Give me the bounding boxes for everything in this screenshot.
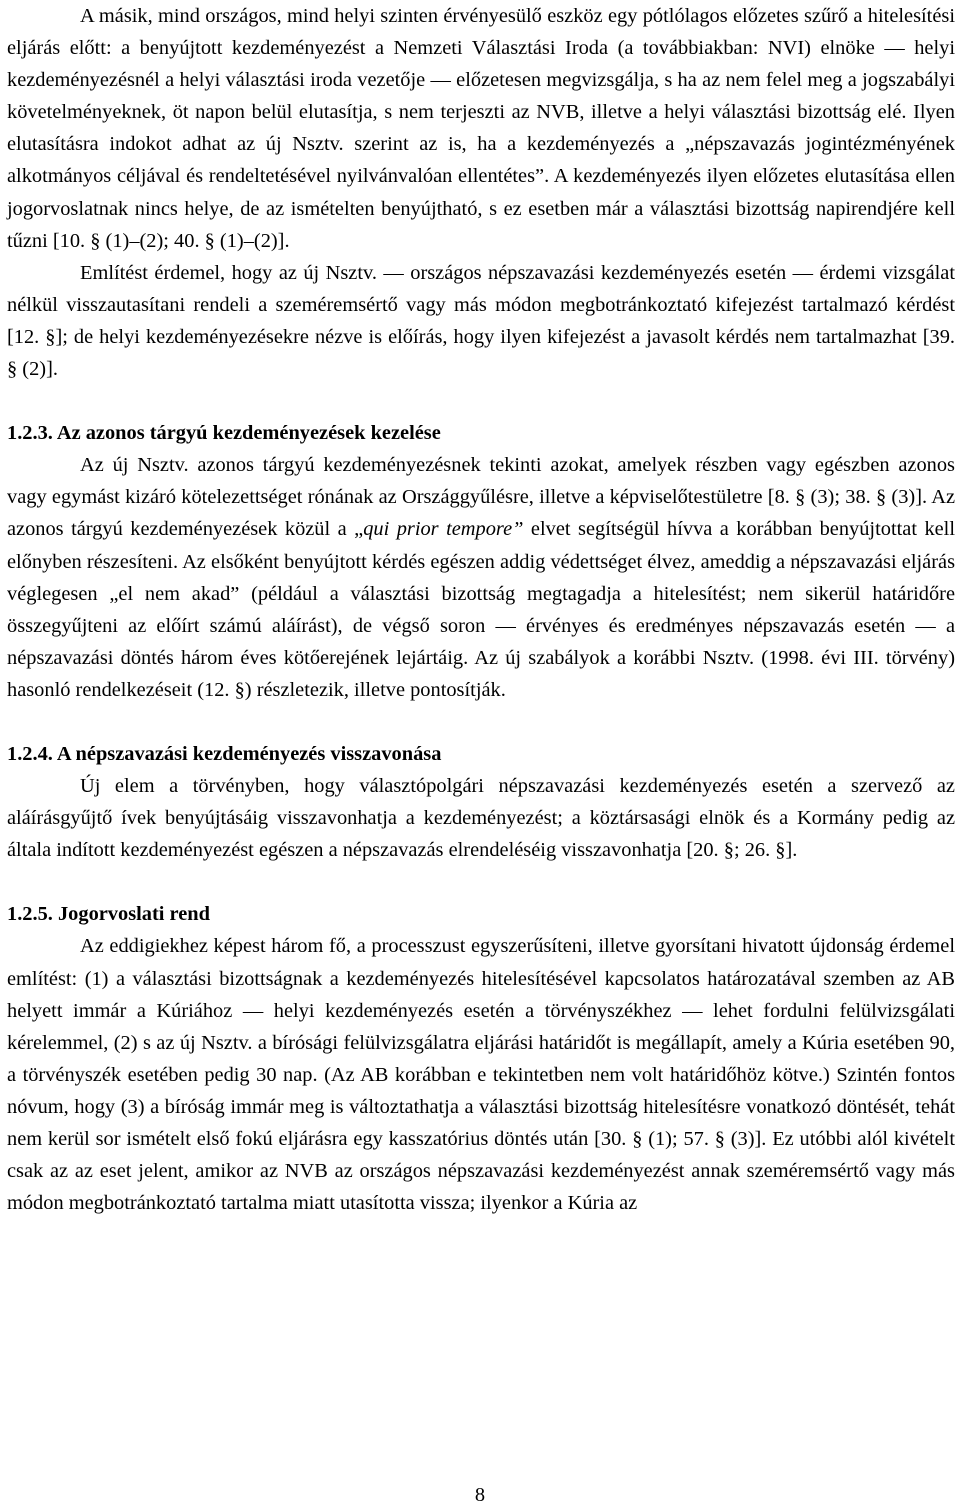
- text-run: Az új Nsztv. azonos tárgyú kezdeményezésnek tekinti azokat, amelyek részben vagy egészben azonos vagy egymást kizáró kötelezettséget rónának az Országgyűlésre, illetve a képviselőtestületre [8. § (3); 38. § (3)]. Az azonos tárgyú kezdeményezések közül a „: [7, 454, 955, 541]
- latin-phrase: qui prior tempore”: [363, 518, 524, 541]
- paragraph-withdrawal: Új elem a törvényben, hogy választópolgári népszavazási kezdeményezés esetén a szervező az aláírásgyűjtő ívek benyújtásáig visszavonhatja a kezdeményezést; a köztársasági elnök és a Kormány pedig az általa indított kezdeményezést egészen a népszavazás elrendeléséig visszavonhatja [20. §; 26. §].: [7, 775, 955, 862]
- section-heading-1-2-4: 1.2.4. A népszavazási kezdeményezés visszavonása: [7, 742, 442, 765]
- document-page: [7, 0, 955, 1219]
- paragraph-remedies: Az eddigiekhez képest három fő, a processzust egyszerűsíteni, illetve gyorsítani hivatott újdonság érdemel említést: (1) a választási bizottságnak a kezdeményezés hitelesítésével kapcsolatos határozatával szemben az AB helyett immár a Kúriához — helyi kezdeményezés esetén a törvényszékhez — lehet fordulni felülvizsgálati kérelemmel, (2) s az új Nsztv. a bírósági felülvizsgálatra eljárási határidőt is megállapít, amely a Kúria esetében 90, a törvényszék esetében pedig 30 nap. (Az AB korábban e tekintetben nem volt határidőhöz kötve.) Szintén fontos nóvum, hogy (3) a bíróság immár meg is változtathatja a választási bizottság hitelesítésre vonatkozó döntését, tehát nem kerül sor ismételt első fokú eljárásra egy kasszatórius döntés után [30. § (1); 57. § (3)]. Ez utóbbi alól kivételt csak az az eset jelent, amikor az NVB az országos népszavazási kezdeményezést annak szeméremsértő vagy más módon megbotránkoztató tartalma miatt utasította vissza; ilyenkor a Kúria az: [7, 935, 955, 1215]
- text-run: elvet segítségül hívva a korábban benyújtottat kell előnyben részesíteni. Az elsőként benyújtott kérdés egészen addig védettséget élvez, ameddig a népszavazási eljárás véglegesen „el nem akad” (például a választási bizottság megtagadja a hitelesítést; nem sikerül határidőre összegyűjteni az előírt számú aláírást), de végső soron — érvényes és eredményes népszavazás esetén — a népszavazási döntés három éves kötőerejének lejártáig. Az új szabályok a korábbi Nsztv. (1998. évi III. törvény) hasonló rendelkezéseit (12. §) részletezik, illetve pontosítják.: [7, 518, 956, 701]
- section-heading-1-2-5: 1.2.5. Jogorvoslati rend: [7, 903, 210, 926]
- paragraph-same-subject-initiatives: [7, 449, 955, 706]
- paragraph-preliminary-screening: A másik, mind országos, mind helyi szinten érvényesülő eszköz egy pótlólagos előzetes szűrő a hitelesítési eljárás előtt: a benyújtott kezdeményezést a Nemzeti Választási Iroda (a továbbiakban: NVI) elnöke — helyi kezdeményezésnél a helyi választási iroda vezetője — előzetesen megvizsgálja, s ha az nem felel meg a jogszabályi követelményeknek, öt napon belül elutasítja, s nem terjeszti az NVB, illetve a helyi választási bizottság elé. Ilyen elutasításra indokot adhat az új Nsztv. szerint az is, ha a kezdeményezés a „népszavazás jogintézményének alkotmányos céljával és rendeltetésével nyilvánvalóan ellentétes”. A kezdeményezés ilyen előzetes elutasítása ellen jogorvoslatnak nincs helye, de az ismételten benyújtható, s ez esetben már a választási bizottság napirendjére kell tűzni [10. § (1)–(2); 40. § (1)–(2)].: [7, 5, 955, 252]
- paragraph-offensive-questions: Említést érdemel, hogy az új Nsztv. — országos népszavazási kezdeményezés esetén — érdemi vizsgálat nélkül visszautasítani rendeli a szeméremsértő vagy más módon megbotránkoztató kifejezést tartalmazó kérdést [12. §]; de helyi kezdeményezésekre nézve is előírás, hogy ilyen kifejezést a javasolt kérdés nem tartalmazhat [39. § (2)].: [7, 261, 955, 381]
- section-heading-1-2-3: 1.2.3. Az azonos tárgyú kezdeményezések kezelése: [7, 422, 441, 445]
- page-number: 8: [474, 1484, 486, 1506]
